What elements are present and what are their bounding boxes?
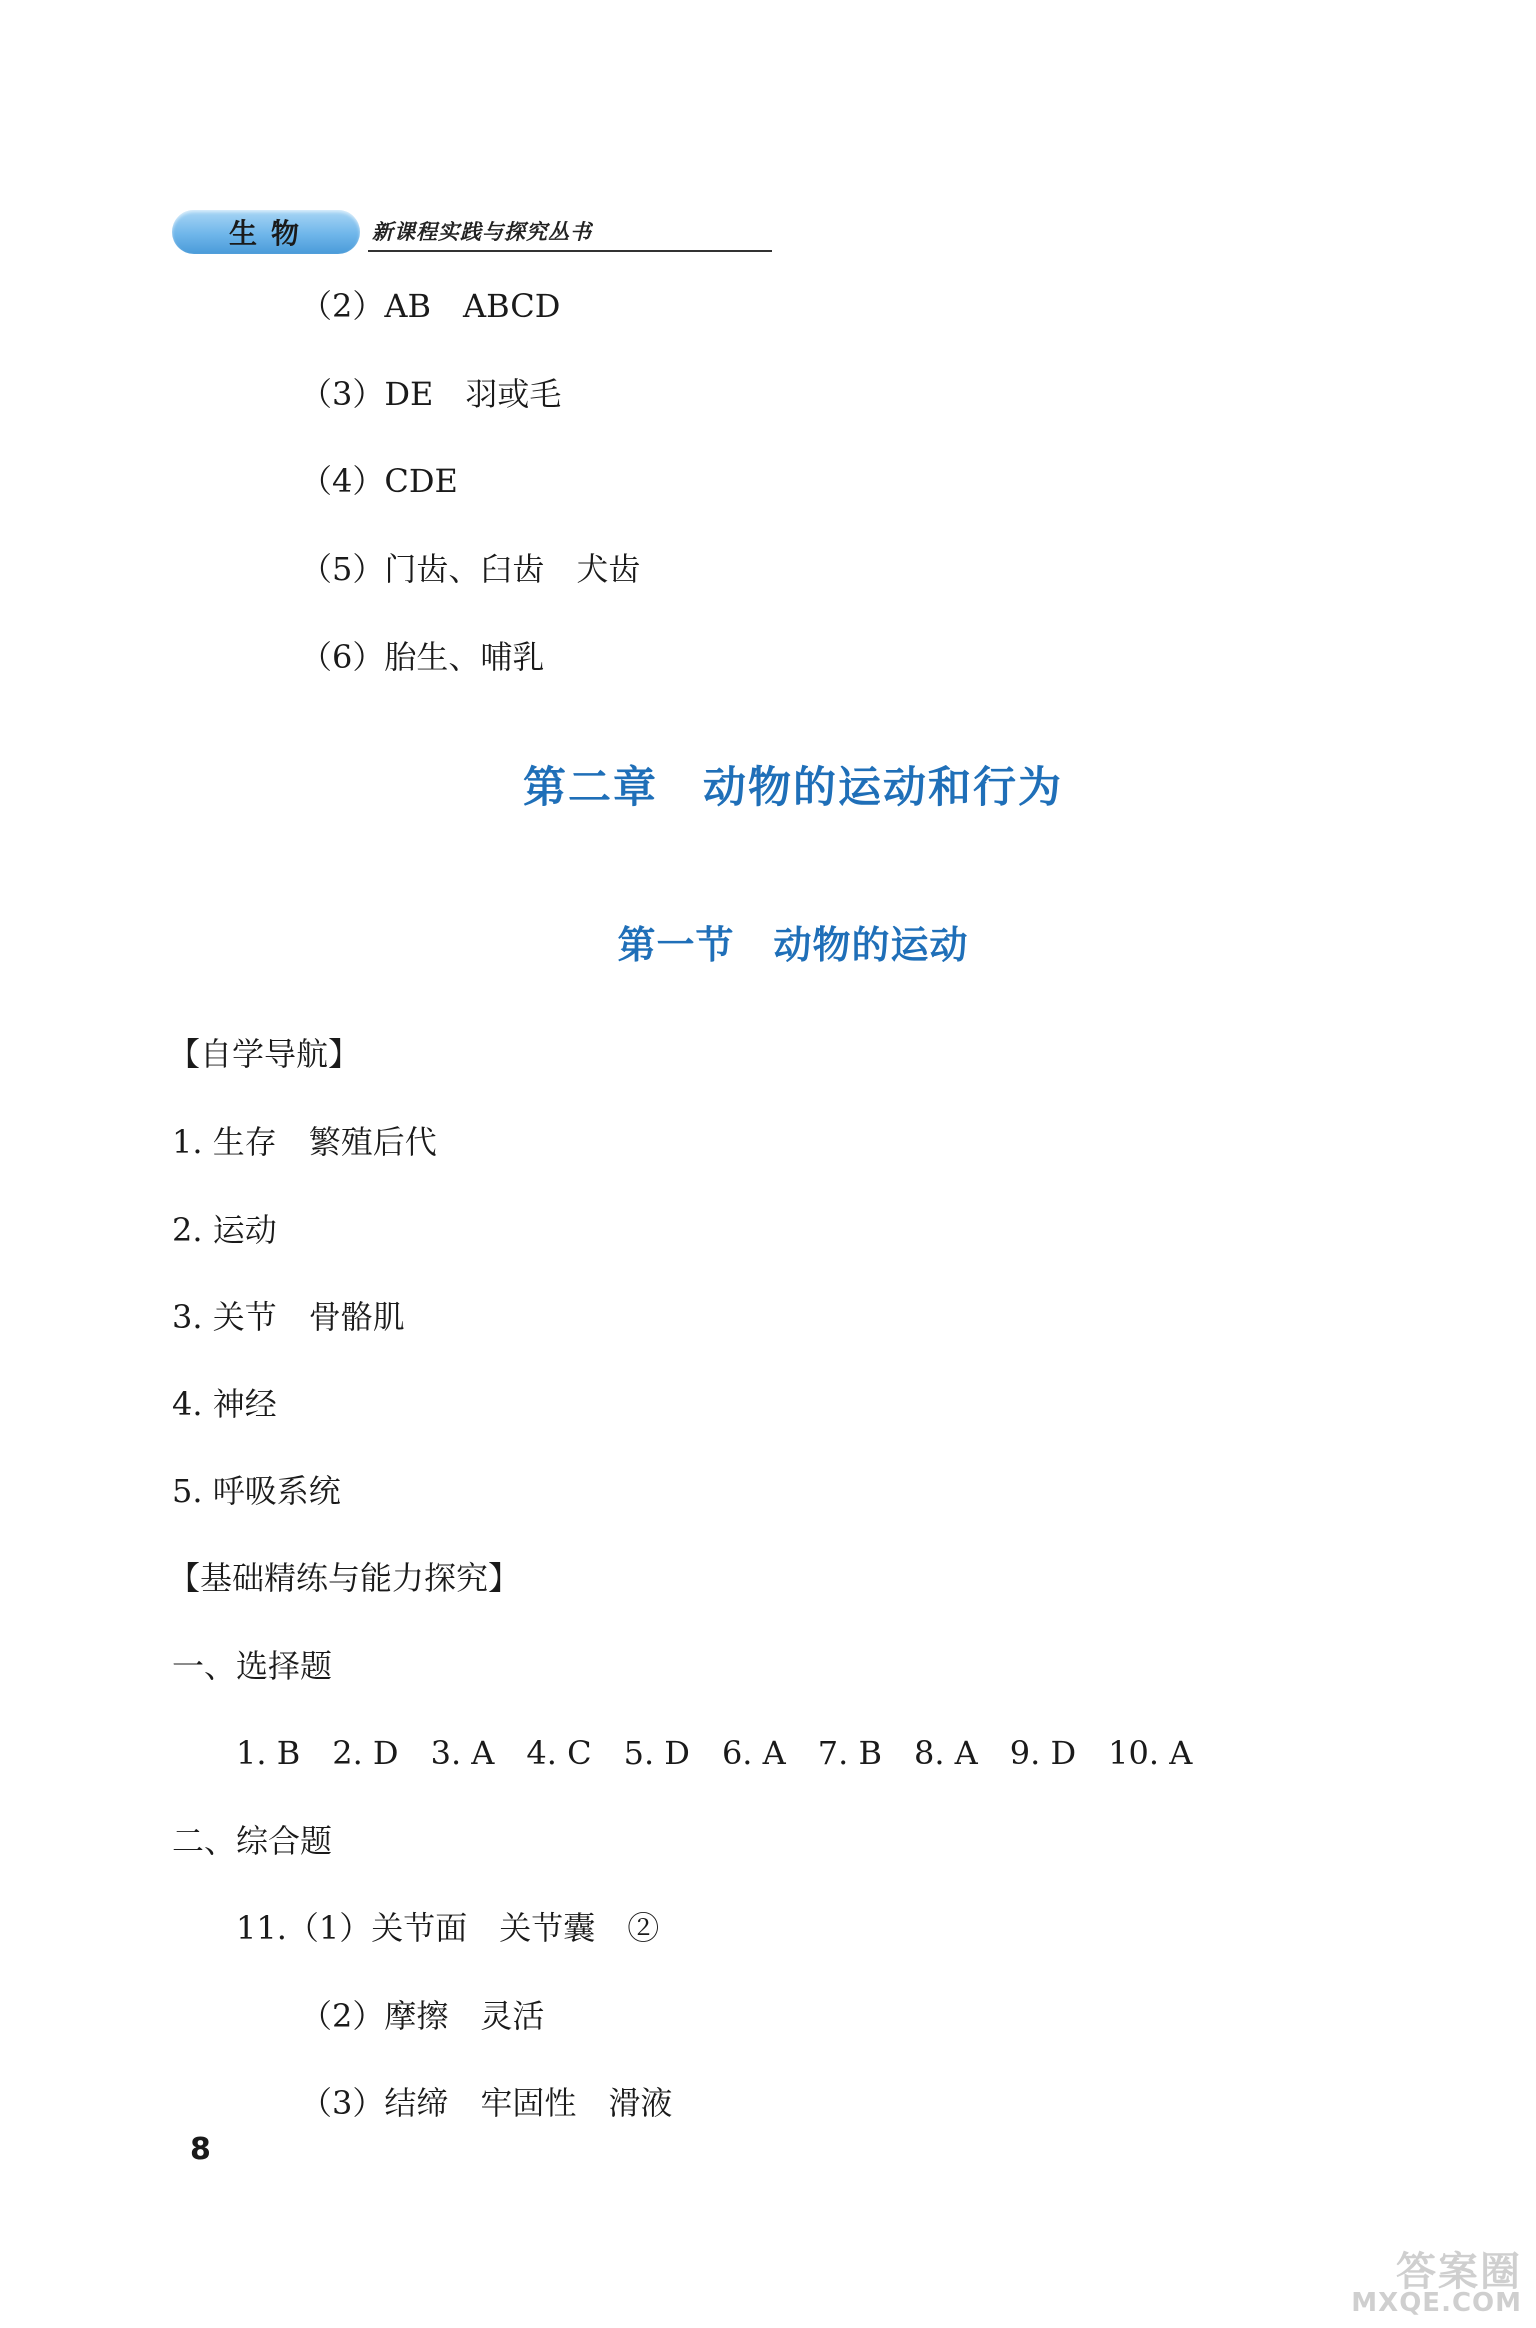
chapter-title: 第二章 动物的运动和行为	[523, 763, 1063, 813]
watermark-url: MXQE.COM	[1351, 2288, 1522, 2318]
series-title: 新课程实践与探究丛书	[372, 220, 592, 244]
q11-answer: （3）结缔 牢固性 滑液	[300, 2084, 673, 2122]
answer-line: （3）DE 羽或毛	[300, 375, 562, 413]
q11-answer: 11.（1）关节面 关节囊 ②	[236, 1909, 660, 1947]
page-header	[172, 210, 612, 256]
answer-line: （5）门齿、臼齿 犬齿	[300, 550, 641, 588]
comprehensive-heading: 二、综合题	[172, 1822, 333, 1860]
page-number: 8	[190, 2132, 211, 2167]
choice-answers: 1. B 2. D 3. A 4. C 5. D 6. A 7. B 8. A 9. D 10. A	[236, 1734, 1193, 1772]
q11-answer: （2）摩擦 灵活	[300, 1997, 545, 2035]
choice-heading: 一、选择题	[172, 1647, 333, 1685]
self-study-item: 1. 生存 繁殖后代	[172, 1123, 437, 1161]
self-study-item: 4. 神经	[172, 1385, 277, 1423]
answer-line: （6）胎生、哺乳	[300, 638, 545, 676]
watermark-logo: 答案圈	[1396, 2249, 1522, 2295]
practice-heading: 【基础精练与能力探究】	[168, 1559, 521, 1597]
self-study-item: 2. 运动	[172, 1211, 277, 1249]
header-rule	[368, 250, 772, 252]
watermark	[1292, 2240, 1522, 2320]
answer-line: （2）AB ABCD	[300, 287, 561, 325]
self-study-item: 5. 呼吸系统	[172, 1472, 341, 1510]
answer-line: （4）CDE	[300, 462, 458, 500]
self-study-heading: 【自学导航】	[168, 1035, 361, 1073]
self-study-item: 3. 关节 骨骼肌	[172, 1298, 405, 1336]
section-title: 第一节 动物的运动	[617, 923, 969, 967]
subject-badge: 生物	[172, 210, 360, 254]
